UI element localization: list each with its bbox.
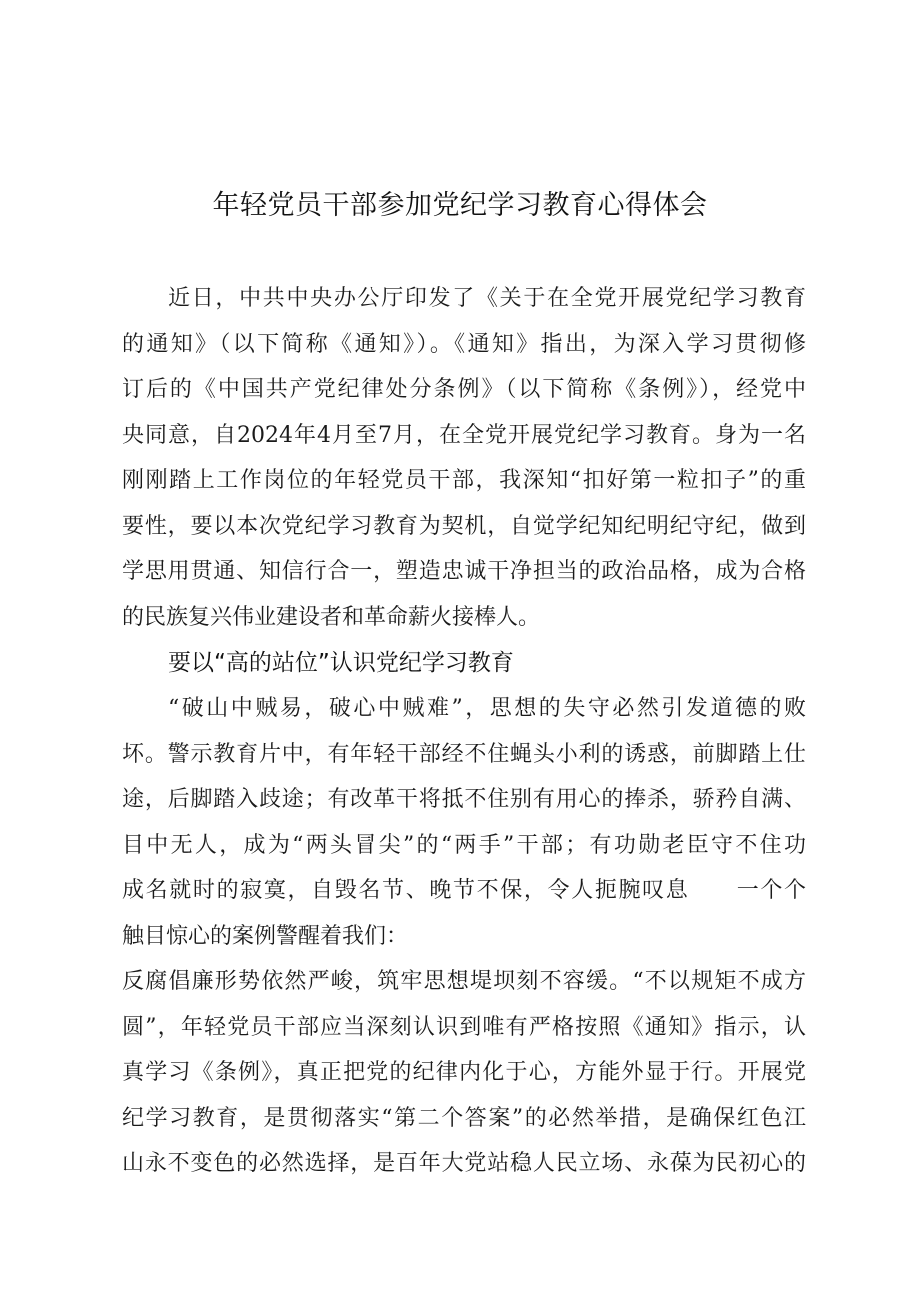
paragraph-line: 目中无人，成为“两头冒尖”的“两手”干部；有功勋老臣守不住功 [122,832,806,858]
paragraph-line: 途，后脚踏入歧途；有改革干将抵不住别有用心的捧杀，骄矜自满、 [122,787,806,812]
paragraph-line: 央同意，自2024年4月至7月，在全党开展党纪学习教育。身为一名 [122,422,806,448]
paragraph-line: 要性，要以本次党纪学习教育为契机，自觉学纪知纪明纪守纪，做到 [122,513,806,539]
paragraph-line: 触目惊心的案例警醒着我们： [122,923,409,949]
paragraph-line: “破山中贼易，破心中贼难”，思想的失守必然引发道德的败 [168,696,806,721]
document-body [122,276,806,1187]
paragraph-line: 真学习《条例》，真正把党的纪律内化于心，方能外显于行。开展党 [122,1060,806,1085]
section-heading: 要以“高的站位”认识党纪学习教育 [168,650,514,676]
paragraph-line: 山永不变色的必然选择，是百年大党站稳人民立场、永葆为民初心的 [122,1151,806,1176]
paragraph-line: 反腐倡廉形势依然严峻，筑牢思想堤坝刻不容缓。“不以规矩不成方 [122,969,806,994]
paragraph-discipline [122,959,806,1187]
paragraph-line: 成名就时的寂寞，自毁名节、晚节不保，令人扼腕叹息 一个个 [122,878,806,903]
paragraph-line: 近日，中共中央办公厅印发了《关于在全党开展党纪学习教育 [168,286,806,311]
paragraph-line: 的通知》（以下简称《通知》）。《通知》指出，为深入学习贯彻修 [122,331,806,357]
paragraph-line: 的民族复兴伟业建设者和革命薪火接棒人。 [122,604,541,630]
paragraph-warning [122,686,806,959]
document-title: 年轻党员干部参加党纪学习教育心得体会 [212,190,708,221]
paragraph-line: 学思用贯通、知信行合一，塑造忠诚干净担当的政治品格，成为合格 [122,559,806,584]
paragraph-line: 坏。警示教育片中，有年轻干部经不住蝇头小利的诱惑，前脚踏上仕 [122,741,806,767]
paragraph-intro [122,276,806,640]
paragraph-line: 订后的《中国共产党纪律处分条例》（以下简称《条例》），经党中 [122,377,806,402]
paragraph-line: 纪学习教育，是贯彻落实“第二个答案”的必然举措，是确保红色江 [122,1105,806,1131]
paragraph-line: 刚刚踏上工作岗位的年轻党员干部，我深知“扣好第一粒扣子”的重 [122,468,806,493]
paragraph-line: 圆”，年轻党员干部应当深刻认识到唯有严格按照《通知》指示，认 [122,1014,806,1040]
